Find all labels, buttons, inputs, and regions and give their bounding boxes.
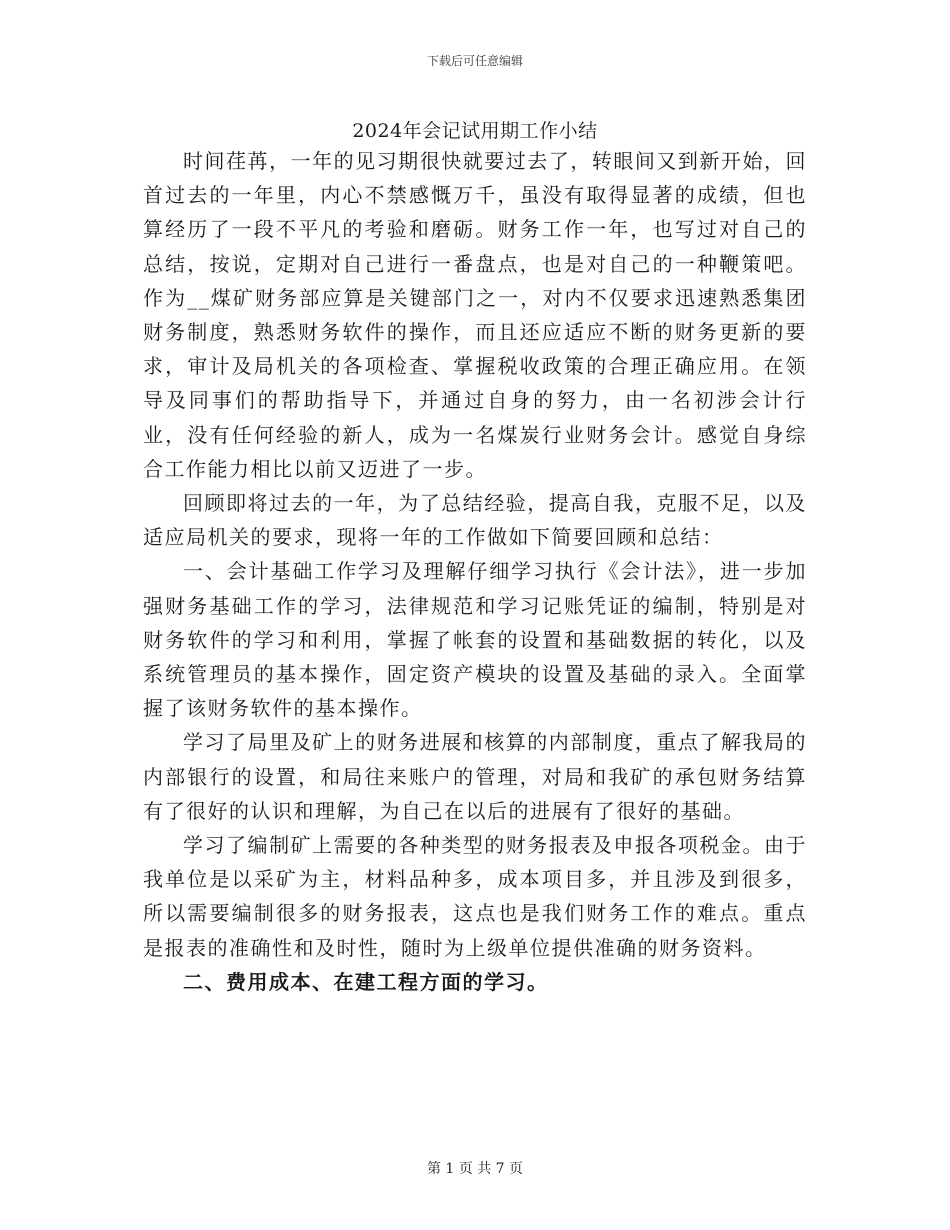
paragraph-internal-system: 学习了局里及矿上的财务进展和核算的内部制度，重点了解我局的内部银行的设置，和局往来账户的管理，对局和我矿的承包财务结算有了很好的认识和理解，为自己在以后的进展有了很好的基础。 — [143, 730, 807, 823]
paragraph-section-one: 一、会计基础工作学习及理解仔细学习执行《会计法》，进一步加强财务基础工作的学习，法律规范和学习记账凭证的编制，特别是对财务软件的学习和利用，掌握了帐套的设置和基础数据的转化，以及系统管理员的基本操作，固定资产模块的设置及基础的录入。全面掌握了该财务软件的基本操作。 — [143, 559, 807, 721]
header-note: 下载后可任意编辑 — [426, 54, 523, 68]
page-footer: 第 1 页 共 7 页 — [426, 1161, 524, 1177]
document-title: 2024年会记试用期工作小结 — [352, 120, 598, 142]
paragraph-reports: 学习了编制矿上需要的各种类型的财务报表及申报各项税金。由于我单位是以采矿为主，材料品种多，成本项目多，并且涉及到很多，所以需要编制很多的财务报表，这点也是我们财务工作的难点。重点是报表的准确性和及时性，随时为上级单位提供准确的财务资料。 — [143, 833, 807, 960]
paragraph-intro: 时间荏苒，一年的见习期很快就要过去了，转眼间又到新开始，回首过去的一年里，内心不禁感慨万千，虽没有取得显著的成绩，但也算经历了一段不平凡的考验和磨砺。财务工作一年，也写过对自己的总结，按说，定期对自己进行一番盘点，也是对自己的一种鞭策吧。作为__煤矿财务部应算是关键部门之一，对内不仅要求迅速熟悉集团财务制度，熟悉财务软件的操作，而且还应适应不断的财务更新的要求，审计及局机关的各项检查、掌握税收政策的合理正确应用。在领导及同事们的帮助指导下，并通过自身的努力，由一名初涉会计行业，没有任何经验的新人，成为一名煤炭行业财务会计。感觉自身综合工作能力相比以前又迈进了一步。 — [143, 149, 807, 481]
paragraph-review: 回顾即将过去的一年，为了总结经验，提高自我，克服不足，以及适应局机关的要求，现将一年的工作做如下简要回顾和总结： — [143, 491, 807, 550]
section-heading-two: 二、费用成本、在建工程方面的学习。 — [183, 969, 549, 994]
document-body — [143, 144, 807, 999]
